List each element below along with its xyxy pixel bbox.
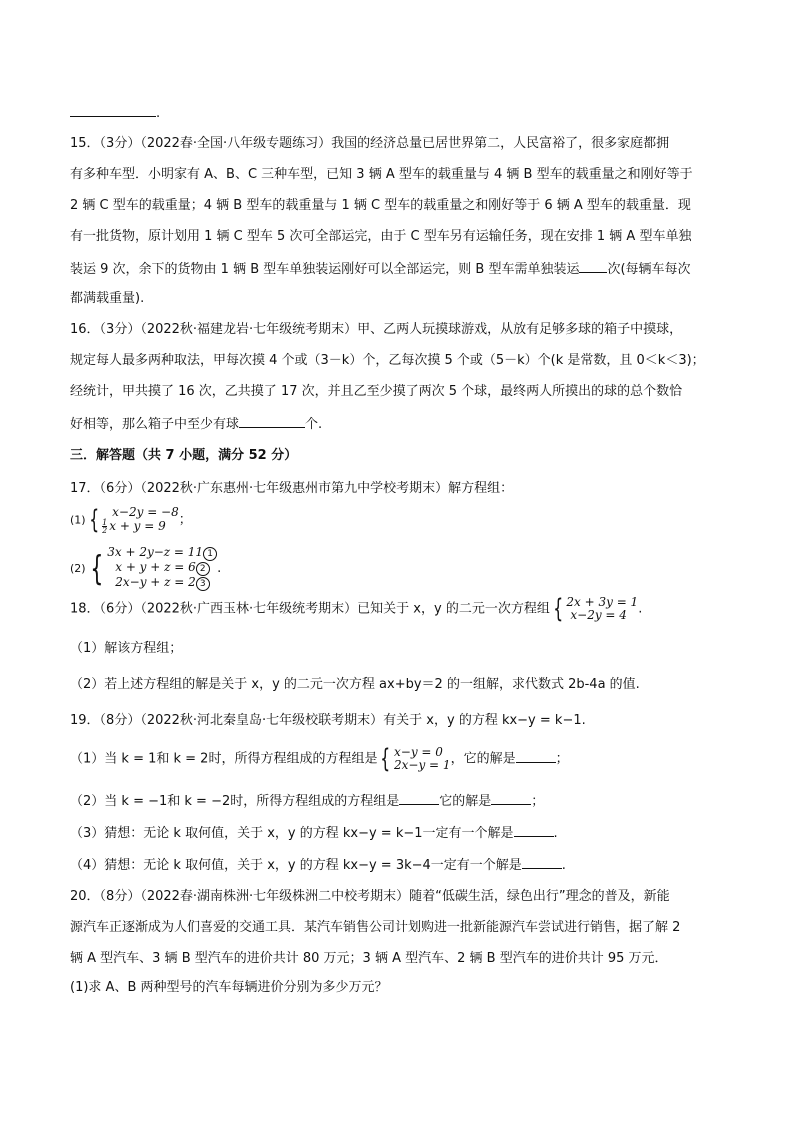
q19-sub-2: （2）当 k = −1和 k = −2时，所得方程组成的方程组是 它的解是 ； <box>70 794 545 809</box>
q15-line-5: 装运 9 次，余下的货物由 1 辆 B 型车单独装运刚好可以全部运完，则 B 型车需单独装运 次(每辆车每次 <box>70 262 691 277</box>
brace: { <box>89 548 103 589</box>
section-heading: 三．解答题（共 7 小题，满分 52 分） <box>70 448 298 463</box>
equation-system: 3x + 2y−z = 11 1 x + y + z = 6 2 2x−y + z = 2 3 <box>107 546 217 591</box>
answer-blank <box>522 856 562 869</box>
q19-sub-3: （3）猜想：无论 k 取何值，关于 x，y 的方程 kx−y = k−1一定有一个解是 . <box>70 826 558 841</box>
fraction: $\frac{1}{2}$ <box>102 518 108 535</box>
q14-answer-line: . <box>70 104 160 122</box>
brace: { <box>553 594 564 624</box>
q15-line-2: 有多种车型．小明家有 A、B、C 三种车型，已知 3 辆 A 型车的载重量与 4 辆 B 型车的载重量之和刚好等于 <box>70 167 693 182</box>
q16-line-1: 16．（3分）（2022秋·福建龙岩·七年级统考期末）甲、乙两人玩摸球游戏，从放有足够多球的箱子中摸球， <box>70 322 683 337</box>
brace: { <box>88 505 99 535</box>
q18-head: 18．（6分）（2022秋·广西玉林·七年级统考期末）已知关于 x，y 的二元一次方程组 { 2x + 3y = 1 x−2y = 4 . <box>70 594 643 624</box>
q19-head: 19．（8分）（2022秋·河北秦皇岛·七年级校联考期末）有关于 x，y 的方程 kx−y = k−1. <box>70 713 586 728</box>
q15-line-1: 15．（3分）（2022春·全国·八年级专题练习）我国的经济总量已居世界第二，人民富裕了，很多家庭都拥 <box>70 136 670 151</box>
q19-sub-1: （1）当 k = 1和 k = 2时，所得方程组成的方程组是 { x−y = 0 2x−y = 1 ，它的解是 ； <box>70 744 569 774</box>
q15-line-3: 2 辆 C 型车的载重量；4 辆 B 型车的载重量与 1 辆 C 型车的载重量之和刚好等于 6 辆 A 型车的载重量．现 <box>70 198 691 213</box>
answer-blank <box>516 750 556 763</box>
q17-part-2: (2) { 3x + 2y−z = 11 1 x + y + z = 6 2 2x−y + z = 2 3 . <box>70 545 222 589</box>
q15-line-4: 有一批货物，原计划用 1 辆 C 型车 5 次可全部运完，由于 C 型车另有运输任务，现在安排 1 辆 A 型车单独 <box>70 229 692 244</box>
q19-sub-4: （4）猜想：无论 k 取何值，关于 x，y 的方程 kx−y = 3k−4一定有一个解是 . <box>70 858 566 873</box>
q16-line-3: 经统计，甲共摸了 16 次，乙共摸了 17 次，并且乙至少摸了两次 5 个球，最终两人所摸出的球的总个数恰 <box>70 384 683 399</box>
equation-system: x−2y = −8 $\frac{1}{2}$ x + y = 9 <box>102 505 179 535</box>
answer-blank <box>491 792 531 805</box>
q20-line-3: 辆 A 型汽车、3 辆 B 型汽车的进价共计 80 万元；3 辆 A 型汽车、2 辆 B 型汽车的进价共计 95 万元． <box>70 951 668 966</box>
q20-line-2: 源汽车正逐渐成为人们喜爱的交通工具．某汽车销售公司计划购进一批新能源汽车尝试进行销售，据了解 2 <box>70 920 681 935</box>
answer-blank <box>239 415 305 428</box>
q20-line-1: 20．（8分）（2022春·湖南株洲·七年级株洲二中校考期末）随着“低碳生活，绿色出行”理念的普及，新能 <box>70 889 670 904</box>
q16-line-2: 规定每人最多两种取法，甲每次摸 4 个或（3－k）个，乙每次摸 5 个或（5－k）个(k 是常数，且 0＜k＜3)； <box>70 353 705 368</box>
answer-blank <box>399 792 439 805</box>
q20-line-4: (1)求 A、B 两种型号的汽车每辆进价分别为多少万元？ <box>70 980 388 995</box>
answer-blank <box>579 260 607 273</box>
q17-head: 17．（6分）（2022秋·广东惠州·七年级惠州市第九中学校考期末）解方程组： <box>70 481 514 496</box>
q17-part-1: (1) { x−2y = −8 $\frac{1}{2}$ x + y = 9 ； <box>70 505 192 535</box>
equation-system: 2x + 3y = 1 x−2y = 4 <box>566 595 639 622</box>
q18-sub-1: （1）解该方程组； <box>70 641 183 656</box>
equation-system: x−y = 0 2x−y = 1 <box>394 745 451 772</box>
q18-sub-2: （2）若上述方程组的解是关于 x，y 的二元一次方程 ax+by＝2 的一组解，求代数式 2b-4a 的值. <box>70 677 640 692</box>
answer-blank <box>70 104 156 117</box>
answer-blank <box>514 824 554 837</box>
q15-line-6: 都满载重量). <box>70 291 145 306</box>
brace: { <box>380 744 391 774</box>
q16-line-4: 好相等，那么箱子中至少有球 个. <box>70 417 323 432</box>
